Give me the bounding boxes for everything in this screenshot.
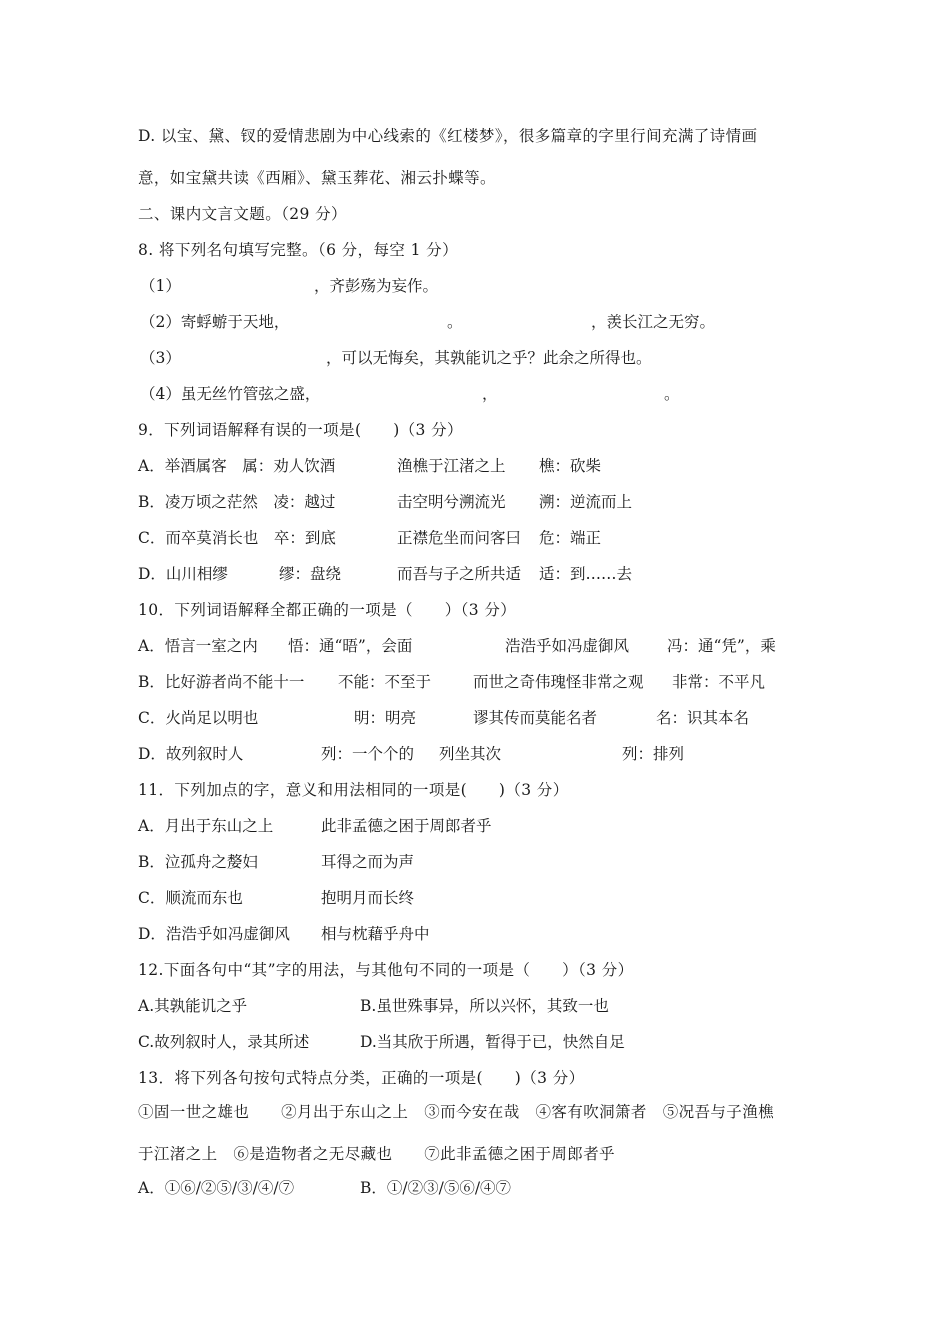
q12-option-b: B.虽世殊事异，所以兴怀，其致一也 — [360, 997, 609, 1015]
q9-option-a-term2: 渔樵于江渚之上 — [397, 457, 506, 475]
q8-item-2-num: （2）寄蜉蝣于天地， — [140, 313, 290, 331]
q11-option-d-s2: 相与枕藉乎舟中 — [321, 925, 430, 943]
q10-option-c-def: 明：明亮 — [354, 709, 417, 727]
q10-stem: 10．下列词语解释全都正确的一项是（ ）（3 分） — [138, 601, 517, 619]
q9-option-d-term2: 而吾与子之所共适 — [397, 565, 522, 583]
q10-option-a-def2: 冯：通“凭”，乘 — [667, 637, 776, 655]
q11-option-c-s2: 抱明月而长终 — [321, 889, 415, 907]
q10-option-d-def2: 列：排列 — [622, 745, 685, 763]
q11-option-b-s2: 耳得之而为声 — [321, 853, 415, 871]
q9-option-c-def2: 危：端正 — [539, 529, 602, 547]
q9-option-a-term: A．举酒属客 属：劝人饮酒 — [138, 457, 336, 475]
section-heading: 二、课内文言文题。（29 分） — [138, 205, 347, 223]
q8-item-3-num: （3） — [140, 349, 181, 367]
q12-stem: 12.下面各句中“其”字的用法，与其他句不同的一项是（ ）（3 分） — [138, 961, 634, 979]
q9-option-a-def2: 樵：砍柴 — [539, 457, 602, 475]
q10-option-c-def2: 名：识其本名 — [656, 709, 750, 727]
q8-item-1-num: （1） — [140, 277, 181, 295]
q10-option-d-term2: 列坐其次 — [439, 745, 502, 763]
q10-option-c-term: C．火尚足以明也 — [138, 709, 259, 727]
q8-stem: 8. 将下列名句填写完整。（6 分，每空 1 分） — [138, 241, 458, 259]
q11-option-d-s1: D．浩浩乎如冯虚御风 — [138, 925, 290, 943]
q12-option-d: D.当其欣于所遇，暂得于已，快然自足 — [360, 1033, 625, 1051]
q9-option-b-def2: 溯：逆流而上 — [539, 493, 633, 511]
q10-option-d-term: D．故列叙时人 — [138, 745, 244, 763]
q11-option-c-s1: C．顺流而东也 — [138, 889, 243, 907]
q10-option-b-term: B．比好游者尚不能十一 — [138, 673, 305, 691]
q10-option-b-def2: 非常：不平凡 — [672, 673, 766, 691]
q8-item-4-text-a: ， — [482, 385, 498, 403]
q10-option-a-def: 悟：通“晤”，会面 — [288, 637, 413, 655]
q7-option-d-line1: D. 以宝、黛、钗的爱情悲剧为中心线索的《红楼梦》，很多篇章的字里行间充满了诗情画 — [138, 127, 758, 145]
q10-option-b-def: 不能：不至于 — [338, 673, 432, 691]
q11-option-b-s1: B．泣孤舟之嫠妇 — [138, 853, 258, 871]
q10-option-b-term2: 而世之奇伟瑰怪非常之观 — [473, 673, 644, 691]
q9-option-b-term: B．凌万顷之茫然 凌：越过 — [138, 493, 336, 511]
q7-option-d-line2: 意，如宝黛共读《西厢》、黛玉葬花、湘云扑蝶等。 — [138, 169, 496, 187]
q10-option-d-def: 列：一个个的 — [321, 745, 415, 763]
q13-option-a: A．①⑥/②⑤/③/④/⑦ — [138, 1179, 295, 1197]
q10-option-c-term2: 谬其传而莫能名者 — [473, 709, 598, 727]
q8-item-1-text: ，齐彭殇为妄作。 — [314, 277, 439, 295]
q12-option-a: A.其孰能讥之乎 — [138, 997, 248, 1015]
q9-option-b-term2: 击空明兮溯流光 — [397, 493, 506, 511]
q13-sentences-line2: 于江渚之上 ⑥是造物者之无尽藏也 ⑦此非孟德之困于周郎者乎 — [138, 1145, 616, 1163]
q8-item-2-text-b: ，羡长江之无穷。 — [591, 313, 716, 331]
q10-option-a-term2: 浩浩乎如冯虚御风 — [505, 637, 630, 655]
q13-stem: 13．将下列各句按句式特点分类，正确的一项是( )（3 分） — [138, 1069, 585, 1087]
q9-option-d-term: D．山川相缪 — [138, 565, 228, 583]
q11-option-a-s2: 此非孟德之困于周郎者乎 — [321, 817, 492, 835]
q9-stem: 9．下列词语解释有误的一项是( )（3 分） — [138, 421, 463, 439]
q9-option-c-term2: 正襟危坐而问客曰 — [397, 529, 522, 547]
q9-option-c-term: C．而卒莫消长也 卒：到底 — [138, 529, 336, 547]
q9-option-d-def: 缪：盘绕 — [279, 565, 342, 583]
q9-option-d-def2: 适：到……去 — [539, 565, 633, 583]
q11-option-a-s1: A．月出于东山之上 — [138, 817, 274, 835]
q13-sentences-line1: ①固一世之雄也 ②月出于东山之上 ③而今安在哉 ④客有吹洞箫者 ⑤况吾与子渔樵 — [138, 1103, 775, 1121]
q13-option-b: B．①/②③/⑤⑥/④⑦ — [360, 1179, 512, 1197]
q8-item-3-text: ，可以无悔矣，其孰能讥之乎？此余之所得也。 — [326, 349, 652, 367]
q12-option-c: C.故列叙时人，录其所述 — [138, 1033, 310, 1051]
q8-item-4-num: （4）虽无丝竹管弦之盛， — [140, 385, 321, 403]
q10-option-a-term: A．悟言一室之内 — [138, 637, 258, 655]
q8-item-4-text-b: 。 — [664, 385, 680, 403]
q8-item-2-text-a: 。 — [447, 313, 463, 331]
q11-stem: 11．下列加点的字，意义和用法相同的一项是( )（3 分） — [138, 781, 569, 799]
